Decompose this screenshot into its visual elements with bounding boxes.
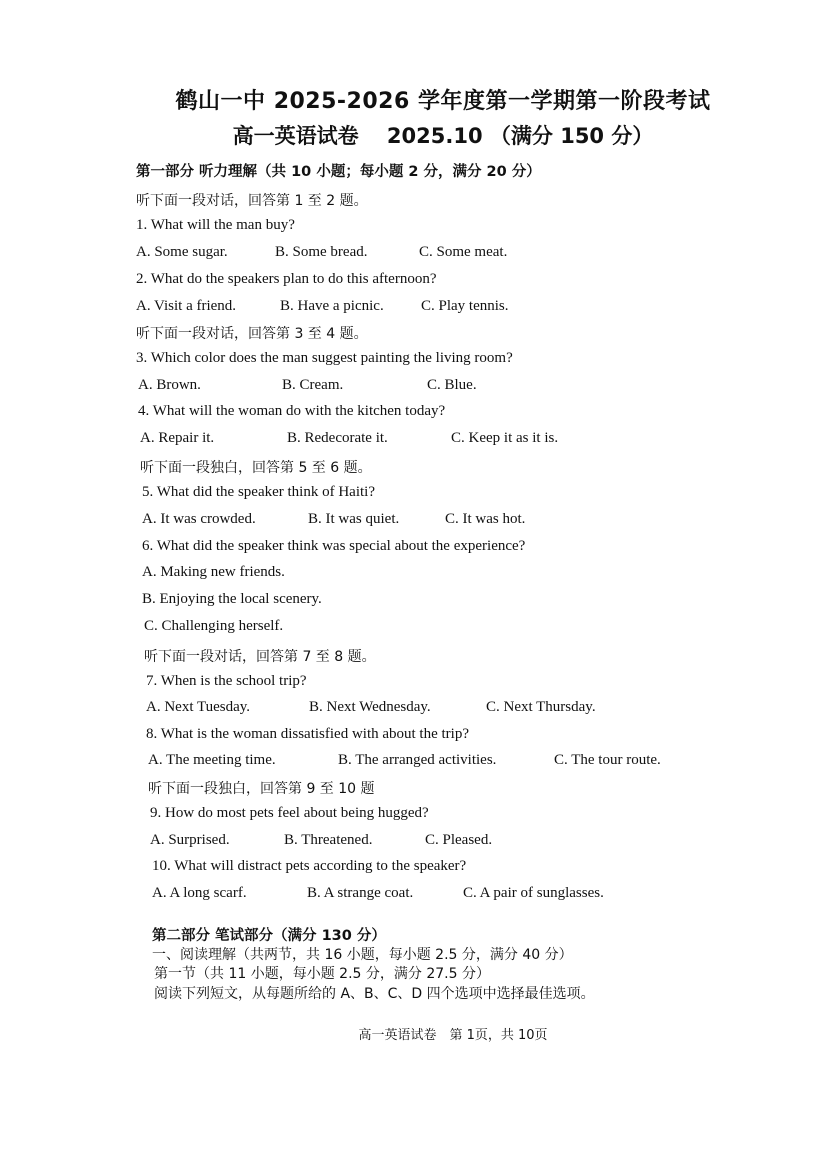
option-6c: C. Challenging herself. (144, 618, 284, 634)
option-b: B. The arranged activities. (338, 752, 497, 768)
question-8: 8. What is the woman dissatisfied with about the trip? (146, 726, 469, 742)
group-instruction: 听下面一段对话，回答第 1 至 2 题。 (136, 193, 368, 209)
question-1: 1. What will the man buy? (136, 217, 295, 233)
option-c: C. A pair of sunglasses. (463, 885, 604, 901)
group-instruction: 听下面一段对话，回答第 3 至 4 题。 (136, 326, 368, 342)
options-1 (136, 244, 507, 261)
question-2: 2. What do the speakers plan to do this afternoon? (136, 271, 437, 287)
option-a: A. The meeting time. (148, 752, 276, 768)
options-7 (146, 699, 596, 716)
question-5: 5. What did the speaker think of Haiti? (142, 484, 375, 500)
part2-sub1: 一、阅读理解（共两节，共 16 小题，每小题 2.5 分，满分 40 分） (152, 947, 573, 963)
question-7: 7. When is the school trip? (146, 673, 307, 689)
option-a: A. Some sugar. (136, 244, 228, 260)
page-footer: 高一英语试卷 第 1页，共 10页 (358, 1028, 548, 1043)
options-10 (152, 885, 604, 902)
option-b: B. Threatened. (284, 832, 373, 848)
question-9: 9. How do most pets feel about being hugged? (150, 805, 429, 821)
question-10: 10. What will distract pets according to the speaker? (152, 858, 467, 874)
exam-title: 鹤山一中 2025-2026 学年度第一学期第一阶段考试 (175, 89, 711, 114)
option-c: C. Some meat. (419, 244, 508, 260)
option-6b: B. Enjoying the local scenery. (142, 591, 322, 607)
part2-sub2: 第一节（共 11 小题，每小题 2.5 分，满分 27.5 分） (154, 966, 490, 982)
option-b: B. Have a picnic. (280, 298, 384, 314)
option-c: C. Blue. (427, 377, 477, 393)
option-6a: A. Making new friends. (142, 564, 285, 580)
group-instruction: 听下面一段独白，回答第 5 至 6 题。 (140, 460, 372, 476)
option-c: C. It was hot. (445, 511, 526, 527)
option-a: A. Next Tuesday. (146, 699, 251, 715)
options-8 (148, 752, 661, 769)
part2-heading: 第二部分 笔试部分（满分 130 分） (152, 928, 386, 944)
options-3 (138, 377, 477, 394)
option-a: A. A long scarf. (152, 885, 247, 901)
option-b: B. Next Wednesday. (309, 699, 431, 715)
options-9 (150, 832, 492, 849)
options-4 (140, 430, 558, 447)
question-3: 3. Which color does the man suggest painting the living room? (136, 350, 513, 366)
group-instruction: 听下面一段独白，回答第 9 至 10 题 (148, 781, 375, 797)
option-b: B. Cream. (282, 377, 344, 393)
option-b: B. A strange coat. (307, 885, 414, 901)
option-b: B. Redecorate it. (287, 430, 388, 446)
option-a: A. Repair it. (140, 430, 215, 446)
option-a: A. Surprised. (150, 832, 230, 848)
option-a: A. Brown. (138, 377, 201, 393)
option-a: A. Visit a friend. (136, 298, 237, 314)
group-instruction: 听下面一段对话，回答第 7 至 8 题。 (144, 649, 376, 665)
question-4: 4. What will the woman do with the kitchen today? (138, 403, 446, 419)
option-b: B. Some bread. (275, 244, 368, 260)
options-5 (142, 511, 525, 528)
option-c: C. Pleased. (425, 832, 493, 848)
option-c: C. Next Thursday. (486, 699, 596, 715)
option-c: C. Keep it as it is. (451, 430, 559, 446)
option-c: C. The tour route. (554, 752, 661, 768)
option-c: C. Play tennis. (421, 298, 509, 314)
exam-subtitle: 高一英语试卷 2025.10 （满分 150 分） (232, 124, 654, 148)
part2-instruction: 阅读下列短文，从每题所给的 A、B、C、D 四个选项中选择最佳选项。 (154, 986, 595, 1002)
option-b: B. It was quiet. (308, 511, 400, 527)
options-2 (136, 298, 509, 315)
part1-heading: 第一部分 听力理解（共 10 小题；每小题 2 分，满分 20 分） (136, 164, 541, 180)
option-a: A. It was crowded. (142, 511, 256, 527)
question-6: 6. What did the speaker think was special about the experience? (142, 538, 526, 554)
